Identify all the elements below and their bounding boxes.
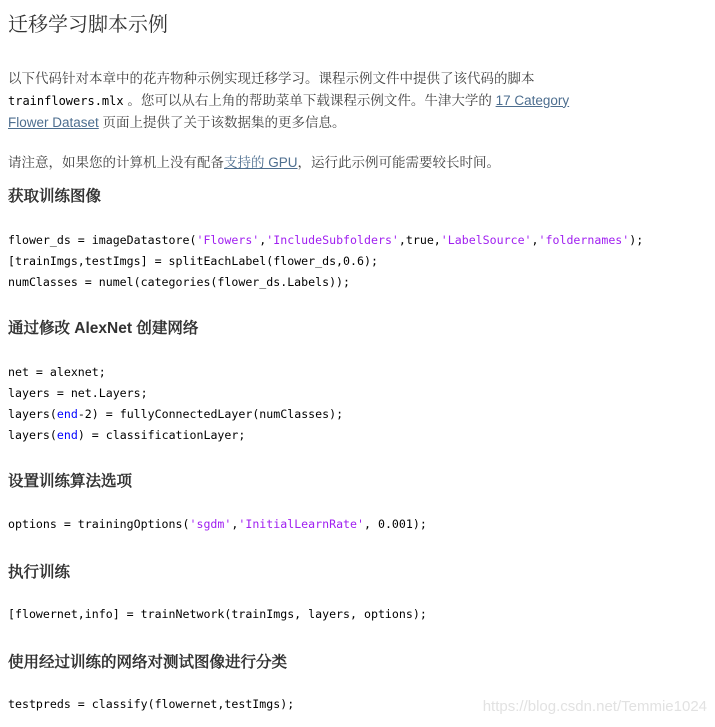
code-keyword: end [56, 428, 78, 442]
code-text: options = trainingOptions( [8, 517, 190, 531]
code-text: net = alexnet; [8, 365, 106, 379]
section-heading: 设置训练算法选项 [8, 473, 133, 490]
code-text: ) = classificationLayer; [77, 428, 246, 442]
code-text: flower_ds = imageDatastore( [8, 233, 197, 247]
code-string: 'Flowers' [196, 233, 260, 247]
code-string: 'InitialLearnRate' [238, 517, 364, 531]
code-text: layers( [8, 428, 57, 442]
code-line [8, 272, 643, 293]
supported-gpu-link[interactable]: 支持的 GPU [224, 155, 298, 170]
watermark: https://blog.csdn.net/Temmie1024 [482, 698, 707, 715]
section-heading: 使用经过训练的网络对测试图像进行分类 [8, 654, 288, 671]
gpu-note [8, 152, 500, 174]
code-line [8, 604, 427, 625]
code-block [8, 514, 427, 535]
code-text: ); [629, 233, 644, 247]
code-text: -2) = fullyConnectedLayer(numClasses); [77, 407, 344, 421]
note-text-1: 请注意，如果您的计算机上没有配备 [8, 155, 224, 170]
code-line [8, 404, 343, 425]
intro-text-1: 以下代码针对本章中的花卉物种示例实现迁移学习。课程示例文件中提供了该代码的脚本 [8, 71, 535, 86]
intro-paragraph [8, 68, 569, 134]
code-text: , [531, 233, 539, 247]
code-block [8, 230, 643, 293]
dataset-link-part2[interactable]: Flower Dataset [8, 115, 99, 130]
code-line [8, 514, 427, 535]
intro-text-2: 。您可以从右上角的帮助菜单下载课程示例文件。牛津大学的 [123, 92, 496, 108]
intro-text-3: 页面上提供了关于该数据集的更多信息。 [98, 115, 346, 130]
code-text: layers = net.Layers; [8, 386, 148, 400]
section-heading: 通过修改 AlexNet 创建网络 [8, 320, 199, 337]
dataset-link-part1[interactable]: 17 Category [495, 92, 570, 108]
code-text: layers( [8, 407, 57, 421]
code-keyword: end [56, 407, 78, 421]
section-heading: 执行训练 [8, 564, 71, 581]
code-string: 'foldernames' [538, 233, 630, 247]
code-string: 'sgdm' [189, 517, 232, 531]
code-text: numClasses = numel(categories(flower_ds.Labels)); [8, 275, 351, 289]
code-text: , 0.001); [364, 517, 427, 531]
code-line [8, 362, 343, 383]
code-text: , [259, 233, 267, 247]
code-block [8, 604, 427, 625]
code-block [8, 694, 294, 715]
code-text: ,true, [398, 233, 441, 247]
code-line [8, 251, 643, 272]
code-text: testpreds = classify(flowernet,testImgs); [8, 697, 295, 711]
code-string: 'LabelSource' [440, 233, 532, 247]
code-line [8, 694, 294, 715]
note-text-2: ，运行此示例可能需要较长时间。 [297, 155, 501, 170]
code-block [8, 362, 343, 446]
code-text: [flowernet,info] = trainNetwork(trainImgs, layers, options); [8, 607, 427, 621]
code-text: [trainImgs,testImgs] = splitEachLabel(flower_ds,0.6); [8, 254, 378, 268]
code-line [8, 383, 343, 404]
code-line [8, 230, 643, 251]
script-filename: trainflowers.mlx [8, 93, 124, 108]
section-heading: 获取训练图像 [8, 188, 102, 205]
code-string: 'IncludeSubfolders' [266, 233, 399, 247]
page-title: 迁移学习脚本示例 [8, 14, 168, 36]
code-text: , [231, 517, 239, 531]
code-line [8, 425, 343, 446]
